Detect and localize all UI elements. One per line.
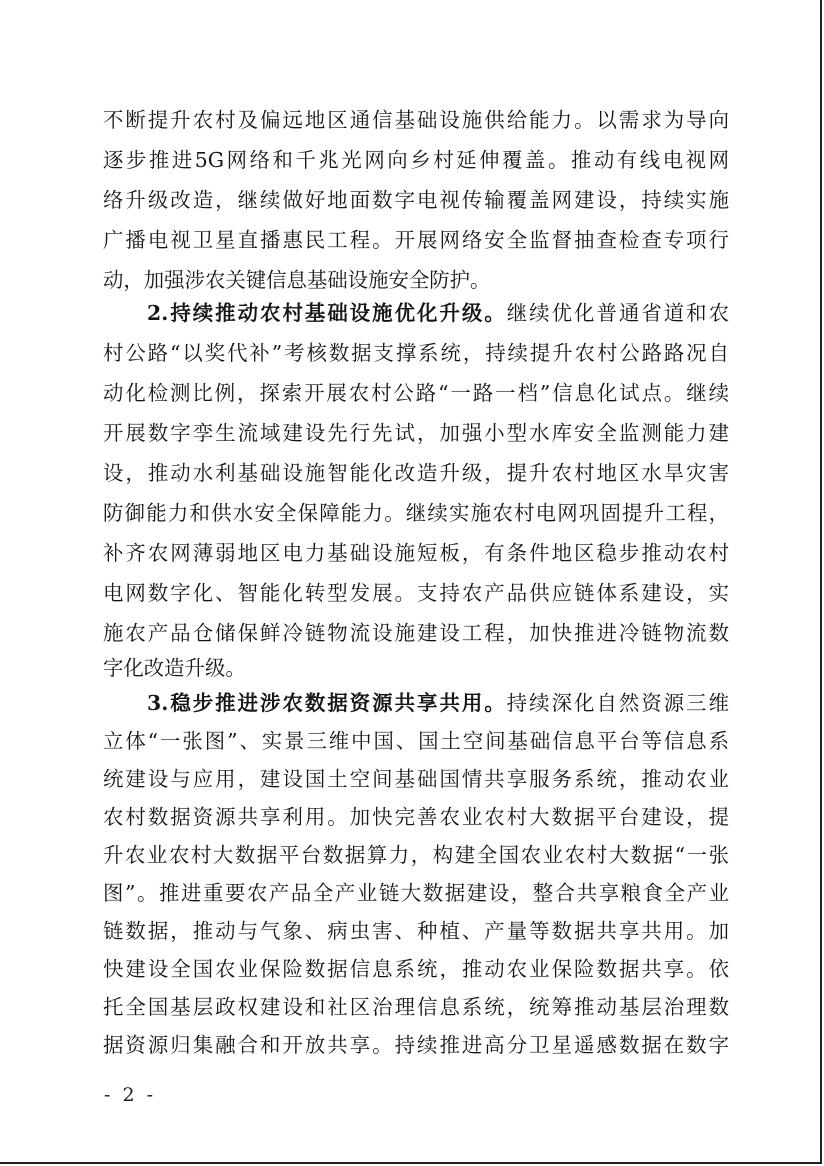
text-line: 据资源归集融合和开放共享。持续推进高分卫星遥感数据在数字 — [103, 1033, 729, 1057]
text-line: 广播电视卫星直播惠民工程。开展网络安全监督抽查检查专项行 — [103, 228, 729, 252]
text-line: 络升级改造，继续做好地面数字电视传输覆盖网建设，持续实施 — [103, 188, 729, 212]
page-number: - 2 - — [104, 1084, 157, 1106]
text-line: 托全国基层政权建设和社区治理信息系统，统筹推动基层治理数 — [103, 995, 729, 1019]
section-text: 继续优化普通省道和农 — [506, 301, 729, 325]
text-line: 快建设全国农业保险数据信息系统，推动农业保险数据共享。依 — [103, 957, 729, 981]
section-2-first-line — [147, 296, 729, 330]
text-line: 字化改造升级。 — [103, 656, 246, 680]
text-line: 防御能力和供水安全保障能力。继续实施农村电网巩固提升工程， — [103, 501, 729, 525]
text-line: 动化检测比例，探索开展农村公路“一路一档”信息化试点。继续 — [103, 381, 729, 405]
text-line: 开展数字孪生流域建设先行先试，加强小型水库安全监测能力建 — [103, 421, 729, 445]
section-heading: 3.稳步推进涉农数据资源共享共用。 — [147, 691, 507, 715]
text-line: 立体“一张图”、实景三维中国、国土空间基础信息平台等信息系 — [103, 729, 729, 753]
text-line: 村公路“以奖代补”考核数据支撑系统，持续提升农村公路路况自 — [103, 341, 729, 365]
text-line: 统建设与应用，建设国土空间基础国情共享服务系统，推动农业 — [103, 767, 729, 791]
text-line: 升农业农村大数据平台数据算力，构建全国农业农村大数据“一张 — [103, 843, 729, 867]
text-line: 设，推动水利基础设施智能化改造升级，提升农村地区水旱灾害 — [103, 461, 729, 485]
text-line: 农村数据资源共享利用。加快完善农业农村大数据平台建设，提 — [103, 805, 729, 829]
text-line: 逐步推进5G网络和千兆光网向乡村延伸覆盖。推动有线电视网 — [103, 148, 729, 172]
text-line: 链数据，推动与气象、病虫害、种植、产量等数据共享共用。加 — [103, 919, 729, 943]
text-line: 图”。推进重要农产品全产业链大数据建设，整合共享粮食全产业 — [103, 881, 729, 905]
text-line: 补齐农网薄弱地区电力基础设施短板，有条件地区稳步推动农村 — [103, 541, 729, 565]
section-heading: 2.持续推动农村基础设施优化升级。 — [147, 301, 507, 325]
text-line: 施农产品仓储保鲜冷链物流设施建设工程，加快推进冷链物流数 — [103, 621, 729, 645]
section-text: 持续深化自然资源三维 — [506, 691, 729, 715]
section-3-first-line — [147, 686, 729, 720]
text-line: 电网数字化、智能化转型发展。支持农产品供应链体系建设，实 — [103, 581, 729, 605]
text-line: 动，加强涉农关键信息基础设施安全防护。 — [103, 268, 491, 292]
text-line: 不断提升农村及偏远地区通信基础设施供给能力。以需求为导向 — [103, 108, 729, 132]
